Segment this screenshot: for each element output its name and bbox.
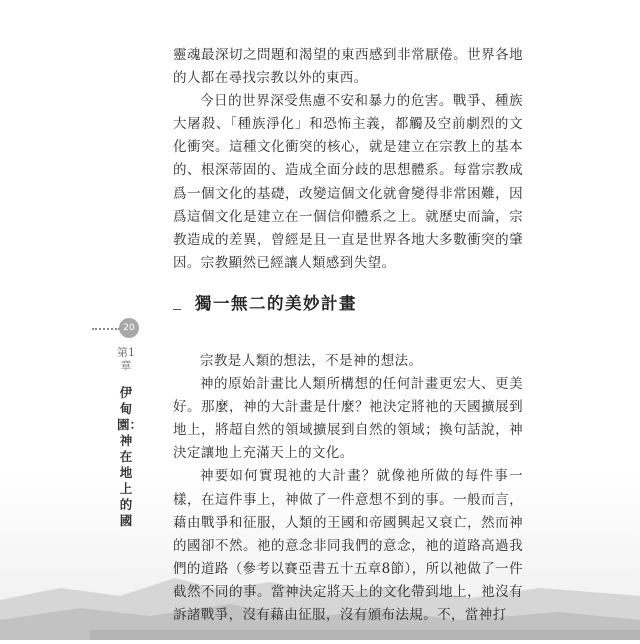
paragraph: 宗教是人類的想法，不是神的想法。 [200,353,423,369]
heading-dash [173,309,181,310]
section-title: 獨一無二的美妙計畫 [195,294,357,313]
margin-dotted-leader [92,328,120,330]
paragraph: 靈魂最深切之問題和渴望的東西感到非常厭倦。世界各地的人都在尋找宗教以外的東西。 [173,47,523,87]
paragraph: 神的原始計畫比人類所構想的任何計畫更宏大、更美好。那麼，神的大計畫是什麼？祂決定將祂的天國擴展到地上，將超自然的領域擴展到自然的領域；換句話說，神決定讓地上充滿天上的文化。 [173,376,523,462]
chapter-label: 第1章 [117,346,135,372]
text-block-bottom [173,350,523,627]
page-number-badge: 20 [119,318,139,338]
running-title: 伊甸園：神在地上的國 [117,385,143,528]
text-block-top [173,44,523,275]
paragraph: 今日的世界深受焦慮不安和暴力的危害。戰爭、種族大屠殺、「種族淨化」和恐怖主義，都觸及空前劇烈的文化衝突。這種文化衝突的核心，就是建立在宗教上的基本的、根深蒂固的、造成全面分歧的思想體系。每當宗教成爲一個文化的基礎，改變這個文化就會變得非常困難，因爲這個文化是建立在一個信仰體系之上。就歷史而論，宗教造成的差異，曾經是且一直是世界各地大多數衝突的肇因。宗教顯然已經讓人類感到失望。 [173,93,523,271]
paragraph: 神要如何實現祂的大計畫？就像祂所做的每件事一樣，在這件事上，神做了一件意想不到的事。一般而言，藉由戰爭和征服，人類的王國和帝國興起又衰亡，然而神的國卻不然。祂的意念非同我們的意念，祂的道路高過我們的道路（參考以賽亞書五十五章8節），所以祂做了一件截然不同的事。當神決定將天上的文化帶到地上，祂沒有訴諸戰爭，沒有藉由征服，沒有頒布法規。不，當神打 [173,468,523,624]
section-heading [173,288,357,316]
